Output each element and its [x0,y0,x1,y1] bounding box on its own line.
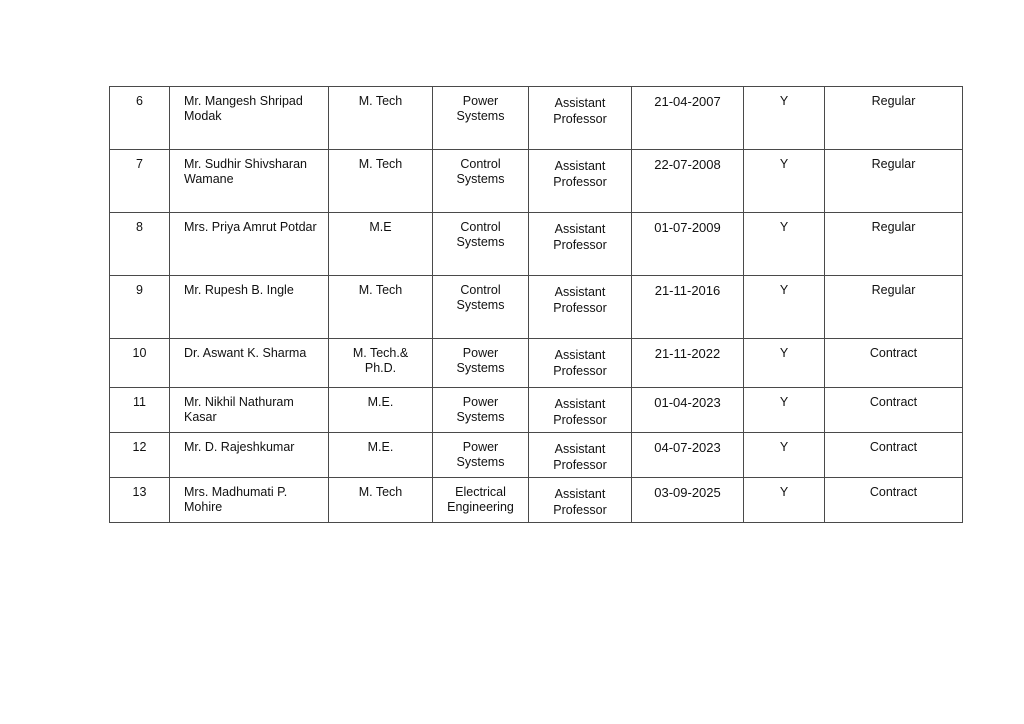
faculty-name-cell: Mr. Rupesh B. Ingle [170,276,329,339]
faculty-table [109,86,963,523]
designation-cell: Assistant Professor [529,478,632,523]
faculty-name-cell: Dr. Aswant K. Sharma [170,339,329,388]
table-row [110,478,963,523]
table-row [110,433,963,478]
faculty-name-cell: Mrs. Priya Amrut Potdar [170,213,329,276]
date-cell: 22-07-2008 [632,150,744,213]
faculty-name-cell: Mr. Mangesh Shripad Modak [170,87,329,150]
designation-cell: Assistant Professor [529,150,632,213]
date-cell: 01-04-2023 [632,388,744,433]
flag-cell: Y [744,87,825,150]
specialization-cell: Control Systems [433,150,529,213]
specialization-cell: Control Systems [433,213,529,276]
faculty-name-cell: Mrs. Madhumati P. Mohire [170,478,329,523]
designation-cell: Assistant Professor [529,339,632,388]
table-row [110,276,963,339]
serial-number-cell: 10 [110,339,170,388]
flag-cell: Y [744,478,825,523]
serial-number-cell: 12 [110,433,170,478]
date-cell: 21-04-2007 [632,87,744,150]
date-cell: 21-11-2022 [632,339,744,388]
appointment-status-cell: Regular [825,150,963,213]
faculty-name-cell: Mr. Sudhir Shivsharan Wamane [170,150,329,213]
date-cell: 21-11-2016 [632,276,744,339]
flag-cell: Y [744,150,825,213]
qualification-cell: M. Tech [329,276,433,339]
appointment-status-cell: Regular [825,213,963,276]
designation-cell: Assistant Professor [529,276,632,339]
table-body [110,87,963,523]
qualification-cell: M. Tech [329,478,433,523]
serial-number-cell: 9 [110,276,170,339]
appointment-status-cell: Contract [825,478,963,523]
serial-number-cell: 8 [110,213,170,276]
serial-number-cell: 11 [110,388,170,433]
appointment-status-cell: Regular [825,276,963,339]
appointment-status-cell: Contract [825,388,963,433]
date-cell: 04-07-2023 [632,433,744,478]
qualification-cell: M.E [329,213,433,276]
date-cell: 03-09-2025 [632,478,744,523]
specialization-cell: Power Systems [433,87,529,150]
table-row [110,388,963,433]
serial-number-cell: 13 [110,478,170,523]
qualification-cell: M. Tech [329,150,433,213]
serial-number-cell: 7 [110,150,170,213]
serial-number-cell: 6 [110,87,170,150]
qualification-cell: M.E. [329,433,433,478]
flag-cell: Y [744,433,825,478]
appointment-status-cell: Contract [825,339,963,388]
designation-cell: Assistant Professor [529,433,632,478]
qualification-cell: M. Tech [329,87,433,150]
flag-cell: Y [744,388,825,433]
flag-cell: Y [744,213,825,276]
specialization-cell: Power Systems [433,339,529,388]
designation-cell: Assistant Professor [529,213,632,276]
specialization-cell: Electrical Engineering [433,478,529,523]
faculty-name-cell: Mr. D. Rajeshkumar [170,433,329,478]
qualification-cell: M.E. [329,388,433,433]
designation-cell: Assistant Professor [529,87,632,150]
specialization-cell: Control Systems [433,276,529,339]
flag-cell: Y [744,276,825,339]
table-row [110,87,963,150]
appointment-status-cell: Regular [825,87,963,150]
flag-cell: Y [744,339,825,388]
specialization-cell: Power Systems [433,433,529,478]
designation-cell: Assistant Professor [529,388,632,433]
faculty-name-cell: Mr. Nikhil Nathuram Kasar [170,388,329,433]
qualification-cell: M. Tech.& Ph.D. [329,339,433,388]
specialization-cell: Power Systems [433,388,529,433]
table-row [110,213,963,276]
appointment-status-cell: Contract [825,433,963,478]
table-row [110,339,963,388]
date-cell: 01-07-2009 [632,213,744,276]
table-row [110,150,963,213]
